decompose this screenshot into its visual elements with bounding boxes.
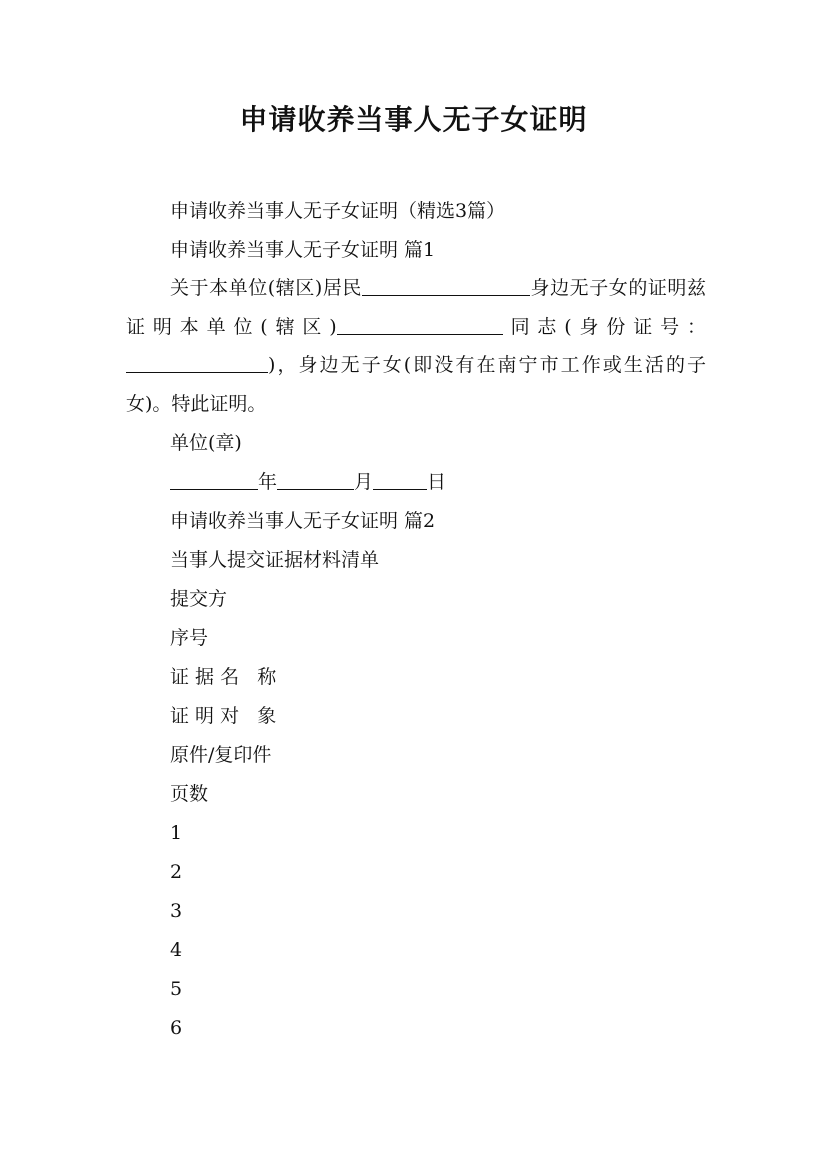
row-number: 4: [170, 939, 183, 961]
row-number: 2: [170, 861, 183, 883]
day-blank: [373, 469, 427, 490]
day-label: 日: [427, 471, 447, 493]
resident-name-blank: [362, 275, 530, 296]
part1-heading: 申请收养当事人无子女证明 篇1: [170, 239, 436, 261]
column-evidence-name: 证 据 名 称: [170, 666, 277, 688]
row-number: 3: [170, 900, 183, 922]
submitter-label: 提交方: [170, 588, 228, 610]
month-blank: [277, 469, 354, 490]
comrade-name-blank: [337, 314, 503, 335]
column-original-copy: 原件/复印件: [170, 744, 272, 766]
month-label: 月: [354, 471, 374, 493]
intro-line: 申请收养当事人无子女证明（精选3篇）: [170, 200, 506, 222]
part1-text-a: 关于本单位(辖区)居民: [170, 277, 362, 299]
part1-text-b: 身边无子女的证明兹证明本单位(辖区): [126, 277, 706, 338]
column-serial-number: 序号: [170, 627, 209, 649]
year-blank: [170, 469, 258, 490]
part2-heading: 申请收养当事人无子女证明 篇2: [170, 510, 436, 532]
row-number: 5: [170, 978, 183, 1000]
row-number: 1: [170, 822, 183, 844]
year-label: 年: [258, 471, 278, 493]
column-proof-target: 证 明 对 象: [170, 705, 277, 727]
evidence-list-title: 当事人提交证据材料清单: [170, 549, 380, 571]
part1-text-d: )，身边无子女(即没有在南宁市工作或生活的子女)。特此证明。: [126, 354, 706, 415]
part1-paragraph: [126, 269, 706, 423]
unit-seal-line: 单位(章): [170, 432, 242, 454]
date-line: [170, 468, 446, 496]
part1-text-c: 同志(身份证号：: [502, 315, 706, 338]
column-page-count: 页数: [170, 783, 209, 805]
row-number: 6: [170, 1017, 183, 1039]
document-title: 申请收养当事人无子女证明: [239, 103, 588, 136]
id-number-blank: [126, 352, 268, 373]
